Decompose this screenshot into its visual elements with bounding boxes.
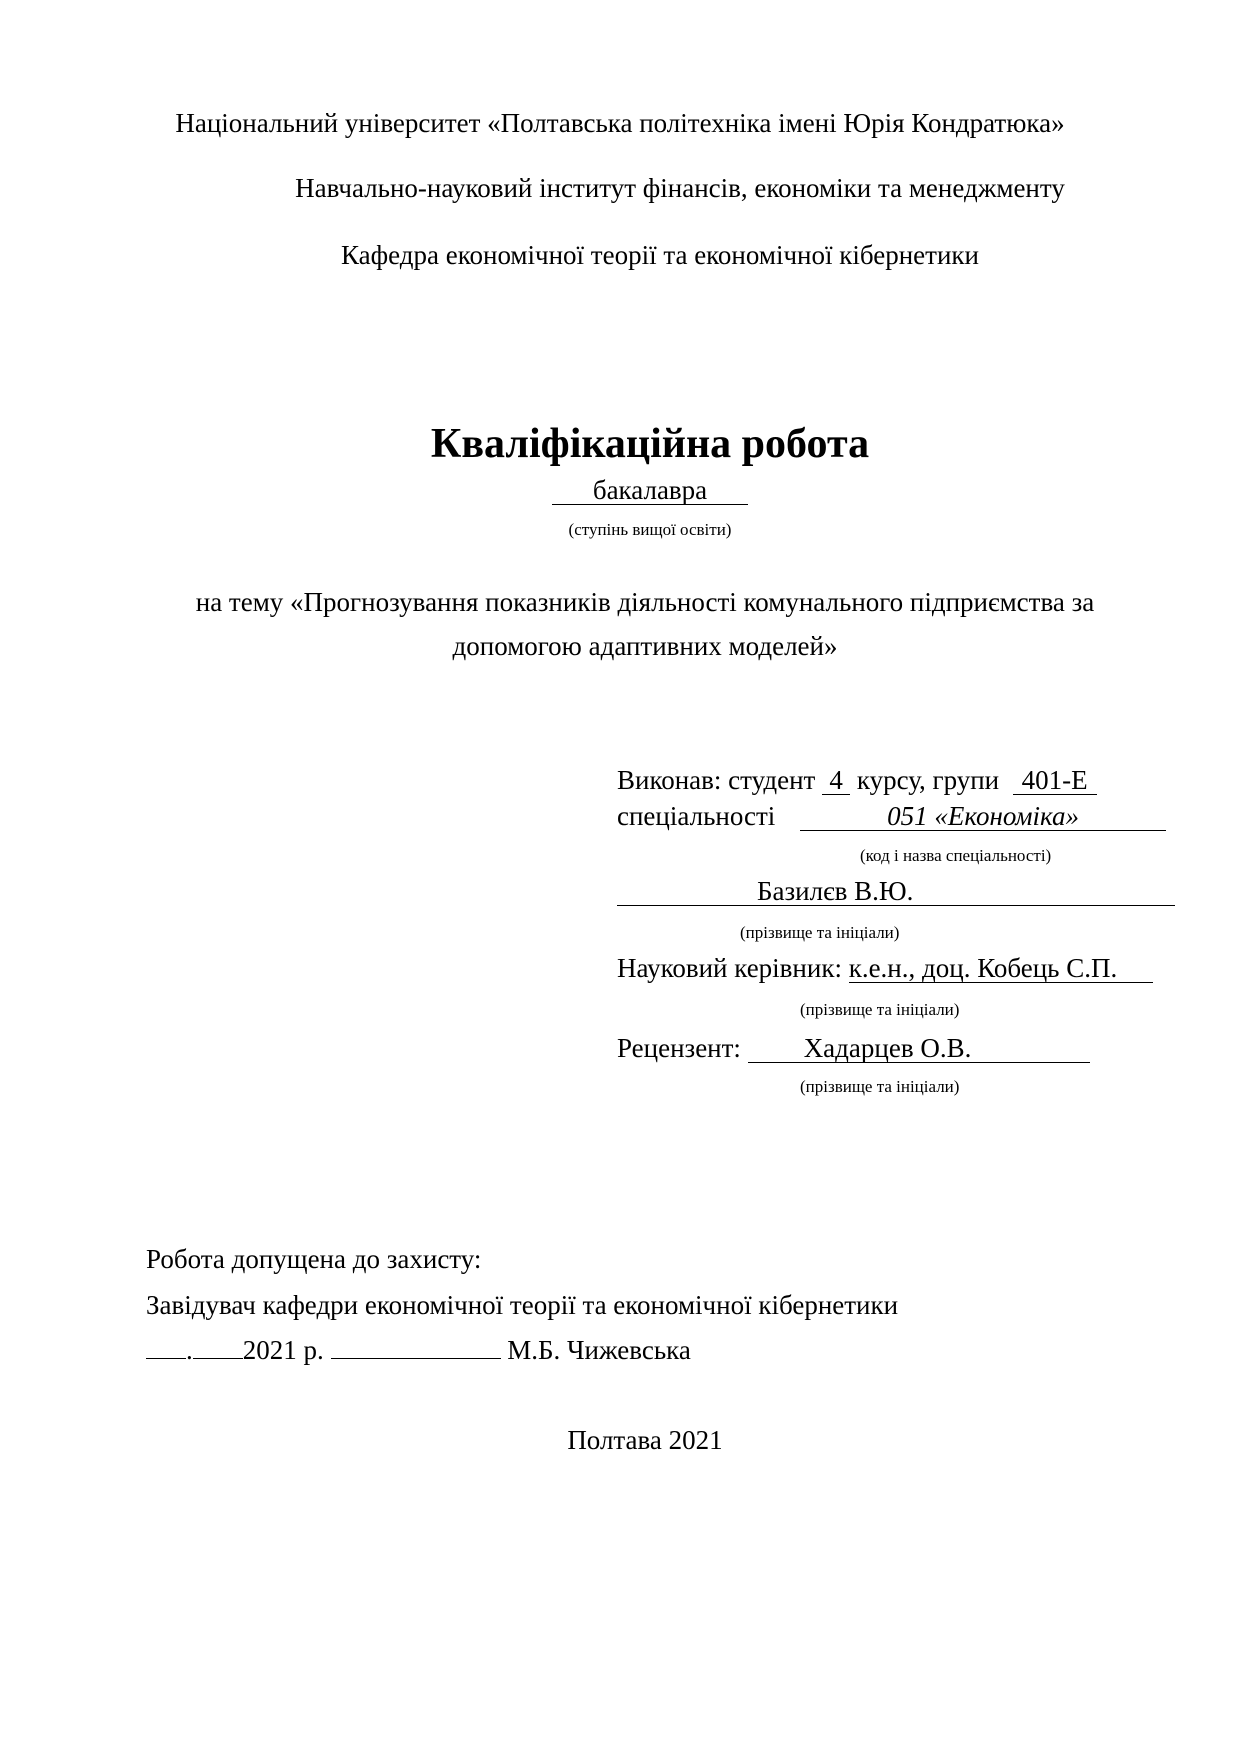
course-label: курсу, групи: [856, 765, 1000, 795]
topic-line-2: допомогою адаптивних моделей»: [452, 631, 838, 661]
degree-caption: (ступінь вищої освіти): [568, 520, 732, 539]
topic-line-1: на тему «Прогнозування показників діяльності комунального підприємства за: [195, 587, 1095, 617]
month-blank: [193, 1358, 243, 1359]
supervisor-field: к.е.н., доц. Кобець С.П.: [849, 954, 1153, 983]
date-year: 2021 р.: [242, 1335, 324, 1365]
document-title: Кваліфікаційна робота: [430, 421, 870, 467]
group-field: 401-Е: [1013, 766, 1097, 795]
university-name: Національний університет «Полтавська політехніка імені Юрія Кондратюка»: [175, 108, 1065, 138]
specialty-caption: (код і назва спеціальності): [860, 846, 1052, 865]
supervisor-caption: (прізвище та ініціали): [800, 1000, 960, 1019]
student-name-field: Базилєв В.Ю.: [617, 877, 1175, 906]
signature-blank: [331, 1358, 501, 1359]
specialty-field: 051 «Економіка»: [800, 802, 1166, 831]
admitted-label: Робота допущена до захисту:: [146, 1244, 482, 1274]
reviewer-caption: (прізвище та ініціали): [800, 1077, 960, 1096]
specialty-label: спеціальності: [617, 801, 776, 831]
course-field: 4: [822, 766, 850, 795]
done-by-label: Виконав: студент: [617, 765, 816, 795]
department-name: Кафедра економічної теорії та економічної кібернетики: [341, 240, 979, 270]
name-caption: (прізвище та ініціали): [740, 923, 900, 942]
city-year: Полтава 2021: [567, 1425, 723, 1455]
head-title: Завідувач кафедри економічної теорії та економічної кібернетики: [146, 1290, 899, 1320]
supervisor-label: Науковий керівник:: [617, 953, 842, 983]
day-blank: [146, 1358, 186, 1359]
institute-name: Навчально-науковий інститут фінансів, економіки та менеджменту: [295, 173, 1065, 203]
reviewer-label: Рецензент:: [617, 1033, 741, 1063]
head-name: М.Б. Чижевська: [507, 1335, 691, 1365]
reviewer-field: Хадарцев О.В.: [748, 1034, 1090, 1063]
degree-field: бакалавра: [552, 476, 748, 505]
